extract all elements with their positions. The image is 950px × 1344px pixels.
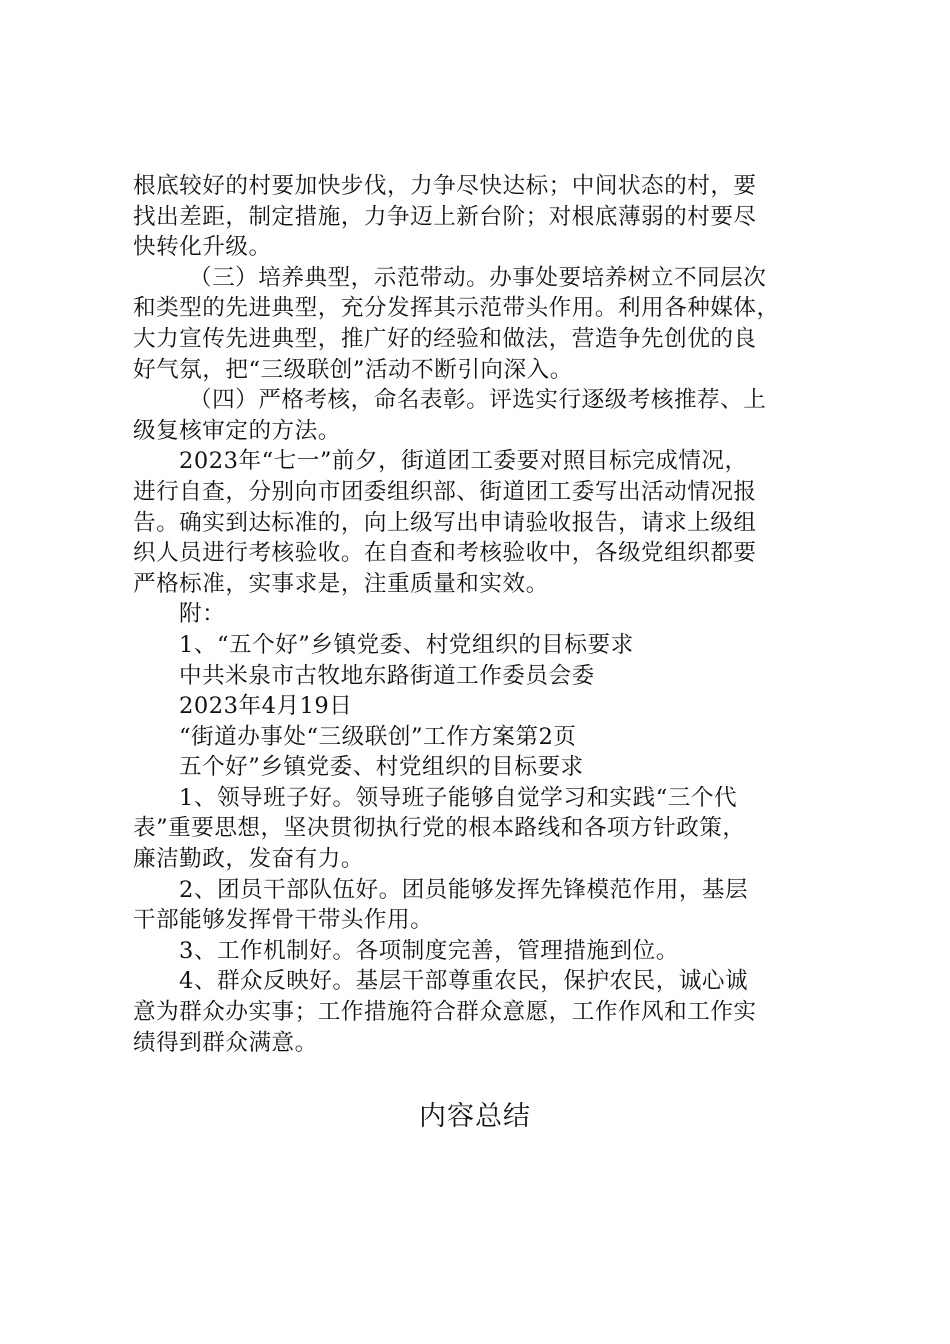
paragraph-line: （四）严格考核，命名表彰。评选实行逐级考核推荐、上 <box>189 387 767 414</box>
page-footer-text: “街道办事处“三级联创”工作方案第2页 <box>179 723 577 750</box>
paragraph-line: （三）培养典型，示范带动。办事处要培养树立不同层次 <box>189 264 767 291</box>
paragraph-line: 绩得到群众满意。 <box>133 1029 318 1056</box>
paragraph-line: 意为群众办实事；工作措施符合群众意愿，工作作风和工作实 <box>133 999 757 1026</box>
paragraph-line: 严格标准，实事求是，注重质量和实效。 <box>133 570 549 597</box>
paragraph-line: 根底较好的村要加快步伐，力争尽快达标；中间状态的村，要 <box>133 173 757 199</box>
paragraph-line: 1、领导班子好。领导班子能够自觉学习和实践“三个代 <box>179 784 738 811</box>
issuer-name: 中共米泉市古牧地东路街道工作委员会委 <box>179 662 595 689</box>
summary-title: 内容总结 <box>419 1101 531 1132</box>
section-heading: 五个好”乡镇党委、村党组织的目标要求 <box>179 754 584 781</box>
paragraph-line: 大力宣传先进典型，推广好的经验和做法，营造争先创优的良 <box>133 325 757 352</box>
paragraph-line: 和类型的先进典型，充分发挥其示范带头作用。利用各种媒体， <box>133 295 780 322</box>
paragraph-line: 4、群众反映好。基层干部尊重农民，保护农民，诚心诚 <box>179 968 749 995</box>
issue-date: 2023年4月19日 <box>179 693 353 720</box>
appendix-item: 1、“五个好”乡镇党委、村党组织的目标要求 <box>179 631 634 658</box>
appendix-label: 附： <box>179 601 226 628</box>
paragraph-line: 快转化升级。 <box>133 234 272 261</box>
paragraph-line: 3、工作机制好。各项制度完善，管理措施到位。 <box>179 937 679 964</box>
paragraph-line: 告。确实到达标准的，向上级写出申请验收报告，请求上级组 <box>133 509 757 536</box>
paragraph-line: 找出差距，制定措施，力争迈上新台阶；对根底薄弱的村要尽 <box>133 203 757 230</box>
paragraph-line: 好气氛，把“三级联创”活动不断引向深入。 <box>133 356 573 383</box>
paragraph-line: 表”重要思想，坚决贯彻执行党的根本路线和各项方针政策， <box>133 815 746 842</box>
paragraph-line: 干部能够发挥骨干带头作用。 <box>133 907 434 934</box>
paragraph-line: 进行自查，分别向市团委组织部、街道团工委写出活动情况报 <box>133 478 757 505</box>
paragraph-line: 织人员进行考核验收。在自查和考核验收中，各级党组织都要 <box>133 540 757 567</box>
paragraph-line: 廉洁勤政，发奋有力。 <box>133 846 364 873</box>
document-body <box>133 171 823 1058</box>
paragraph-line: 2023年“七一”前夕，街道团工委要对照目标完成情况， <box>179 448 748 475</box>
paragraph-line: 2、团员干部队伍好。团员能够发挥先锋模范作用，基层 <box>179 876 749 903</box>
paragraph-line: 级复核审定的方法。 <box>133 417 341 444</box>
